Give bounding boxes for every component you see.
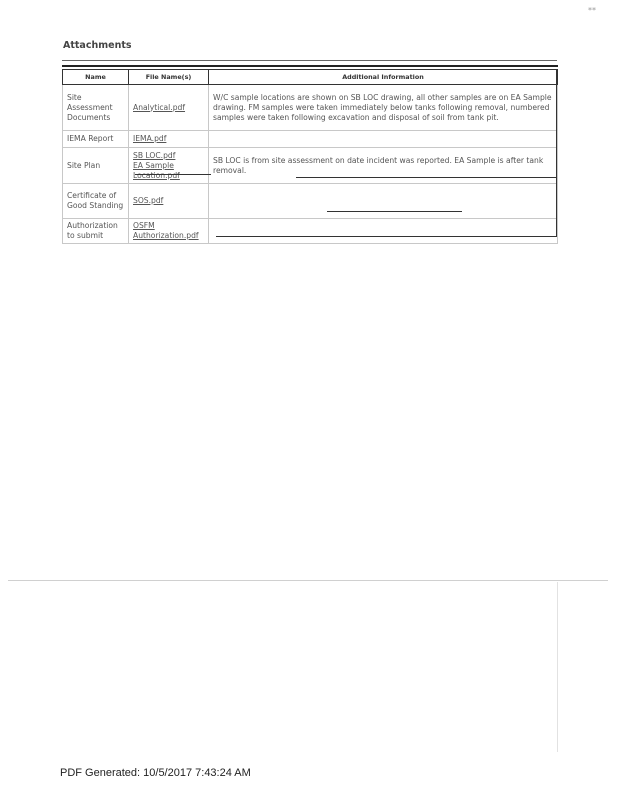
row-info bbox=[209, 85, 558, 131]
page-edge-line bbox=[557, 582, 558, 752]
scan-line bbox=[135, 174, 211, 175]
table-frame-bottom bbox=[216, 236, 557, 237]
column-header-name: Name bbox=[63, 70, 129, 85]
attachments-table bbox=[62, 69, 558, 244]
row-info bbox=[209, 148, 558, 184]
table-row bbox=[63, 85, 558, 131]
column-header-info: Additional Information bbox=[209, 70, 558, 85]
file-link[interactable]: OSFM Authorization.pdf bbox=[133, 221, 199, 240]
file-link[interactable]: EA Sample Location.pdf bbox=[133, 160, 180, 180]
row-info bbox=[209, 131, 558, 148]
row-name: Site Plan bbox=[63, 148, 129, 184]
row-files bbox=[129, 148, 209, 184]
row-files bbox=[129, 184, 209, 219]
file-link[interactable]: SB LOC.pdf bbox=[133, 150, 176, 160]
scan-line bbox=[296, 177, 556, 178]
row-name: Certificate of Good Standing bbox=[63, 184, 129, 219]
table-row bbox=[63, 184, 558, 219]
row-info bbox=[209, 219, 558, 244]
file-link[interactable]: IEMA.pdf bbox=[133, 134, 167, 143]
row-files bbox=[129, 131, 209, 148]
info-text: W/C sample locations are shown on SB LOC drawing, all other samples are on EA Sample drawing. FM samples were taken immediately below tanks following removal, numbered samples were taken following excavation and disposal of soil from tank pit. bbox=[213, 92, 552, 122]
row-name: Authorization to submit bbox=[63, 219, 129, 244]
table-row bbox=[63, 148, 558, 184]
row-name: IEMA Report bbox=[63, 131, 129, 148]
table-row bbox=[63, 131, 558, 148]
file-link[interactable]: SOS.pdf bbox=[133, 196, 164, 205]
pdf-generated-footer: PDF Generated: 10/5/2017 7:43:24 AM bbox=[60, 767, 251, 779]
top-rule bbox=[62, 60, 557, 61]
row-info bbox=[209, 184, 558, 219]
header-rule bbox=[62, 65, 558, 67]
corner-mark: ** bbox=[588, 6, 596, 15]
row-files bbox=[129, 219, 209, 244]
info-text: SB LOC is from site assessment on date incident was reported. EA Sample is after tank removal. bbox=[213, 155, 544, 175]
scan-line bbox=[327, 211, 462, 212]
file-link[interactable]: Analytical.pdf bbox=[133, 102, 186, 112]
page-divider bbox=[8, 580, 608, 581]
section-title: Attachments bbox=[63, 40, 132, 51]
table-header-row bbox=[63, 70, 558, 85]
row-files bbox=[129, 85, 209, 131]
table-frame-right bbox=[556, 69, 557, 236]
row-name: Site Assessment Documents bbox=[63, 85, 129, 131]
column-header-files: File Name(s) bbox=[129, 70, 209, 85]
table-row bbox=[63, 219, 558, 244]
